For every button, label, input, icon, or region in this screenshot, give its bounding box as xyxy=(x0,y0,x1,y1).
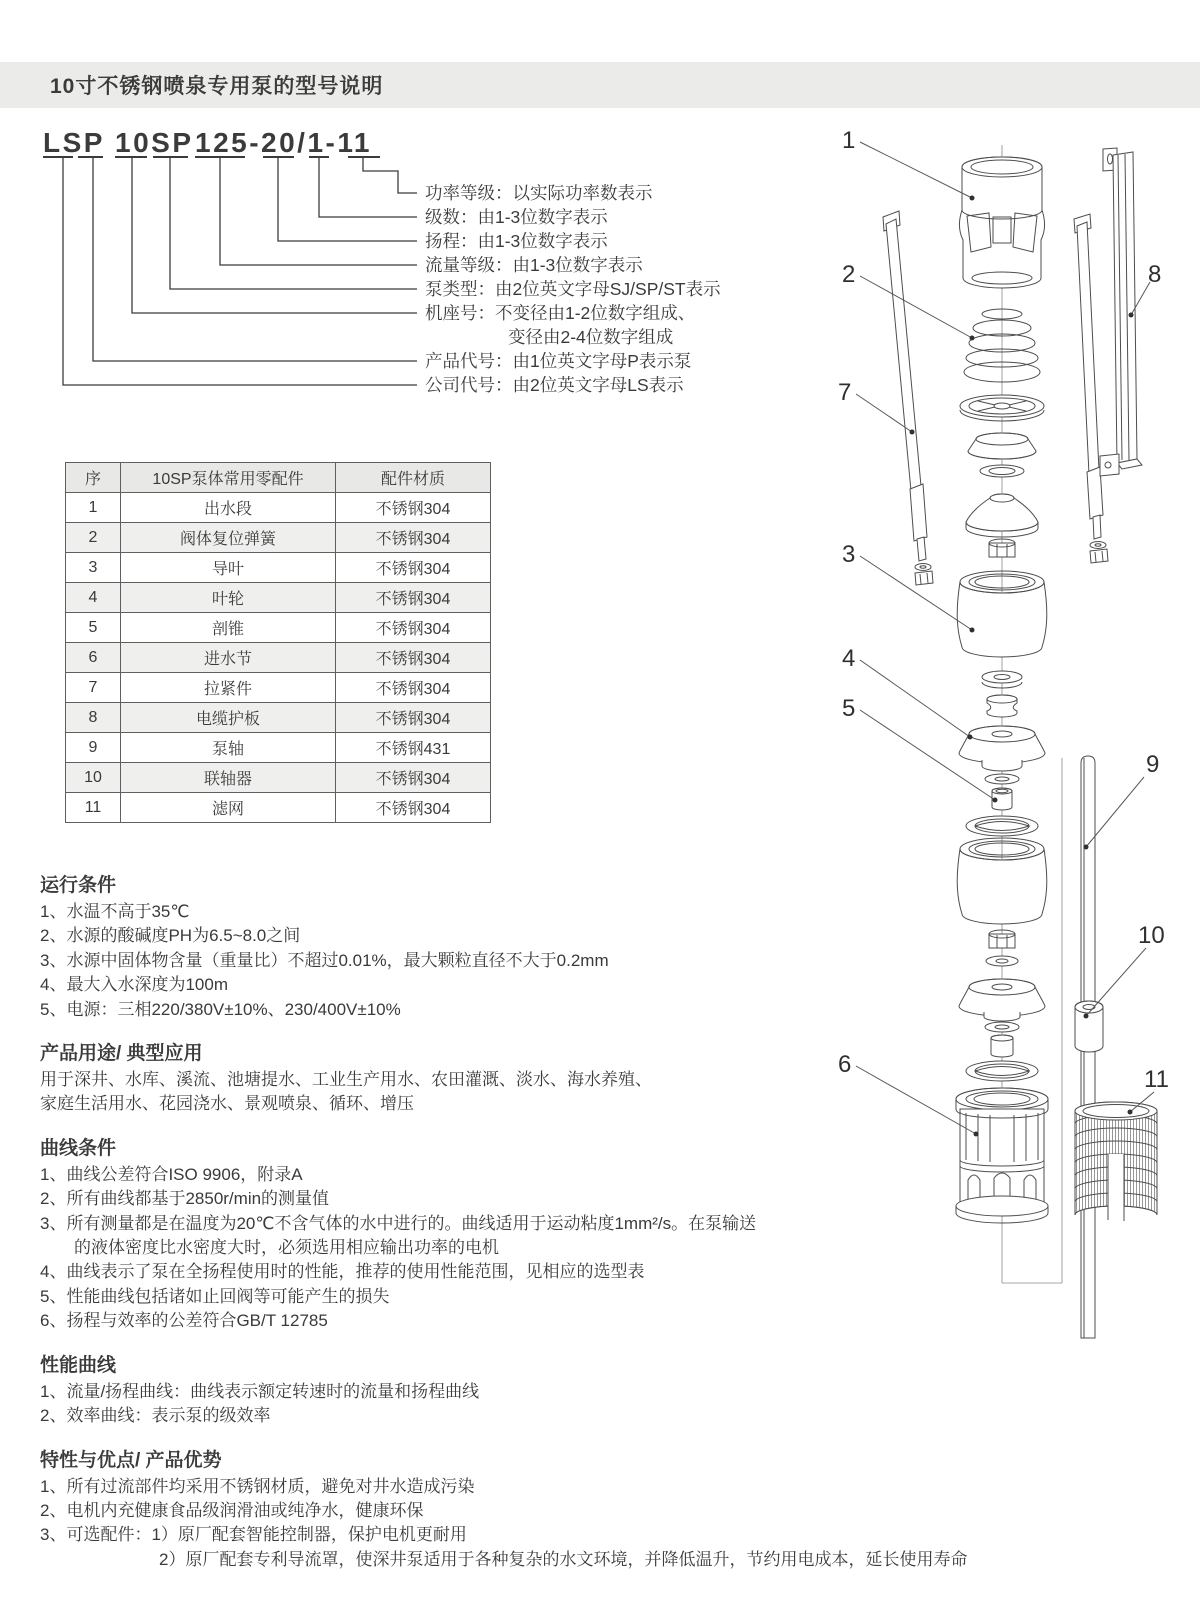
label-frame-2: 变径由2-4位数字组成 xyxy=(508,327,674,347)
table-row xyxy=(66,703,491,733)
model-code-frame: 10SP xyxy=(115,127,194,158)
table-row xyxy=(66,493,491,523)
part-inlet-section xyxy=(956,1088,1048,1223)
table-cell: 阀体复位弹簧 xyxy=(121,523,336,553)
callout-7: 7 xyxy=(838,379,852,406)
valve-plate xyxy=(960,395,1044,421)
callout-10: 10 xyxy=(1138,922,1165,949)
table-cell: 出水段 xyxy=(121,493,336,523)
table-cell: 不锈钢304 xyxy=(336,583,491,613)
part-coupling xyxy=(1075,1001,1103,1052)
table-header-cell: 序 xyxy=(66,463,121,493)
table-cell: 3 xyxy=(66,553,121,583)
part-tie-rod-left xyxy=(883,211,933,585)
model-code-spec: 125-20/1-11 xyxy=(195,127,372,158)
section-heading: 产品用途/ 典型应用 xyxy=(40,1043,203,1065)
impeller-2 xyxy=(959,979,1045,1021)
table-cell: 不锈钢304 xyxy=(336,493,491,523)
washer-b xyxy=(986,956,1018,966)
table-cell: 不锈钢304 xyxy=(336,703,491,733)
table-row xyxy=(66,733,491,763)
callout-8: 8 xyxy=(1148,261,1162,288)
part-impeller xyxy=(959,726,1045,771)
table-cell: 11 xyxy=(66,793,121,823)
table-cell: 不锈钢304 xyxy=(336,673,491,703)
parts-table xyxy=(65,462,491,823)
model-labels xyxy=(425,183,721,395)
part-tie-rod-right xyxy=(1074,214,1108,563)
table-cell: 不锈钢304 xyxy=(336,763,491,793)
section-line: 2、电机内充健康食品级润滑油或纯净水，健康环保 xyxy=(40,1500,424,1520)
callout-6: 6 xyxy=(838,1051,852,1078)
table-cell: 剖锥 xyxy=(121,613,336,643)
label-type: 泵类型：由2位英文字母SJ/SP/ST表示 xyxy=(425,279,721,299)
section-line: 2、效率曲线：表示泵的级效率 xyxy=(40,1406,271,1426)
table-row xyxy=(66,583,491,613)
table-cell: 不锈钢304 xyxy=(336,643,491,673)
section-line: 1、所有过流部件均采用不锈钢材质，避免对井水造成污染 xyxy=(40,1476,475,1496)
table-row xyxy=(66,613,491,643)
spacer-spool xyxy=(987,695,1017,717)
section-line: 2）原厂配套专利导流罩，使深井泵适用于各种复杂的水文环境，并降低温升，节约用电成本，延长使用寿命 xyxy=(40,1549,968,1569)
section-heading: 曲线条件 xyxy=(40,1137,117,1159)
callout-11: 11 xyxy=(1144,1066,1169,1093)
exploded-view-diagram xyxy=(820,110,1200,1340)
label-head: 扬程：由1-3位数字表示 xyxy=(425,231,608,251)
section-heading: 性能曲线 xyxy=(40,1354,117,1376)
table-cell: 9 xyxy=(66,733,121,763)
table-cell: 8 xyxy=(66,703,121,733)
section-line: 4、曲线表示了泵在全扬程使用时的性能，推荐的使用性能范围，见相应的选型表 xyxy=(40,1262,645,1282)
section-line: 1、水温不高于35℃ xyxy=(40,902,190,921)
table-header-cell: 配件材质 xyxy=(336,463,491,493)
table-cell: 不锈钢304 xyxy=(336,523,491,553)
table-row xyxy=(66,763,491,793)
callout-9: 9 xyxy=(1146,751,1160,778)
part-filter-screen xyxy=(1075,1102,1157,1221)
table-header-cell: 10SP泵体常用零配件 xyxy=(121,463,336,493)
table-cell: 2 xyxy=(66,523,121,553)
table-row xyxy=(66,793,491,823)
title-band xyxy=(0,62,1200,108)
table-cell: 10 xyxy=(66,763,121,793)
table-cell: 导叶 xyxy=(121,553,336,583)
model-leader-lines xyxy=(63,157,417,385)
section-line: 6、扬程与效率的公差符合GB/T 12785 xyxy=(40,1311,328,1331)
section-line: 5、电源：三相220/380V±10%、230/400V±10% xyxy=(40,999,401,1019)
swirl-ring-a xyxy=(966,816,1038,836)
table-cell: 6 xyxy=(66,643,121,673)
label-company: 公司代号：由2位英文字母LS表示 xyxy=(425,375,684,395)
section-line: 5、性能曲线包括诸如止回阀等可能产生的损失 xyxy=(40,1286,390,1306)
valve-bell xyxy=(966,494,1038,537)
swirl-ring-b xyxy=(966,1061,1038,1081)
section-line: 的液体密度比水密度大时，必须选用相应输出功率的电机 xyxy=(40,1238,499,1258)
table-row xyxy=(66,523,491,553)
section-line: 1、曲线公差符合ISO 9906，附录A xyxy=(40,1164,303,1184)
section-line: 3、可选配件：1）原厂配套智能控制器，保护电机更耐用 xyxy=(40,1525,467,1545)
table-row xyxy=(66,673,491,703)
section-line: 家庭生活用水、花园浇水、景观喷泉、循环、增压 xyxy=(40,1094,414,1114)
callout-3: 3 xyxy=(842,541,856,568)
cone-sleeve-2 xyxy=(991,1035,1013,1057)
washer-a xyxy=(985,774,1019,784)
table-row xyxy=(66,553,491,583)
table-header-row xyxy=(66,463,491,493)
table-cell: 叶轮 xyxy=(121,583,336,613)
model-code-company: LSP xyxy=(43,127,105,158)
page-title: 10寸不锈钢喷泉专用泵的型号说明 xyxy=(50,75,384,98)
callout-5: 5 xyxy=(842,695,856,722)
label-flow: 流量等级：由1-3位数字表示 xyxy=(425,255,643,275)
table-cell: 进水节 xyxy=(121,643,336,673)
table-cell: 不锈钢304 xyxy=(336,793,491,823)
section-line: 3、水源中固体物含量（重量比）不超过0.01%，最大颗粒直径不大于0.2mm xyxy=(40,950,609,970)
table-cell: 不锈钢304 xyxy=(336,613,491,643)
callout-2: 2 xyxy=(842,261,856,288)
section-line: 2、水源的酸碱度PH为6.5~8.0之间 xyxy=(40,926,301,946)
callout-1: 1 xyxy=(842,127,856,154)
table-cell: 不锈钢431 xyxy=(336,733,491,763)
section-line: 1、流量/扬程曲线：曲线表示额定转速时的流量和扬程曲线 xyxy=(40,1381,480,1401)
table-cell: 拉紧件 xyxy=(121,673,336,703)
table-row xyxy=(66,643,491,673)
part-outlet-section xyxy=(959,157,1044,288)
table-cell: 电缆护板 xyxy=(121,703,336,733)
cone-ring xyxy=(968,433,1036,459)
section-heading: 特性与优点/ 产品优势 xyxy=(40,1449,222,1471)
section-line: 用于深井、水库、溪流、池塘提水、工业生产用水、农田灌溉、淡水、海水养殖、 xyxy=(40,1070,652,1090)
callout-4: 4 xyxy=(842,645,856,672)
part-cable-guard xyxy=(1100,148,1142,476)
label-stages: 级数：由1-3位数字表示 xyxy=(425,207,608,227)
section-line: 4、最大入水深度为100m xyxy=(40,975,228,995)
table-cell: 5 xyxy=(66,613,121,643)
label-frame-1: 机座号：不变径由1-2位数字组成、 xyxy=(425,303,696,323)
section-line: 3、所有测量都是在温度为20℃不含气体的水中进行的。曲线适用于运动粘度1mm²/s。在泵输送 xyxy=(40,1213,757,1233)
washer-c xyxy=(985,1022,1019,1032)
section-line: 2、所有曲线都基于2850r/min的测量值 xyxy=(40,1189,330,1209)
table-cell: 滤网 xyxy=(121,793,336,823)
table-cell: 泵轴 xyxy=(121,733,336,763)
label-product: 产品代号：由1位英文字母P表示泵 xyxy=(425,351,692,371)
table-cell: 联轴器 xyxy=(121,763,336,793)
table-cell: 不锈钢304 xyxy=(336,553,491,583)
table-cell: 7 xyxy=(66,673,121,703)
table-cell: 4 xyxy=(66,583,121,613)
table-cell: 1 xyxy=(66,493,121,523)
label-power: 功率等级：以实际功率数表示 xyxy=(425,183,653,203)
seal-ring xyxy=(980,465,1024,477)
model-code-diagram xyxy=(40,115,800,415)
section-heading: 运行条件 xyxy=(40,875,117,896)
